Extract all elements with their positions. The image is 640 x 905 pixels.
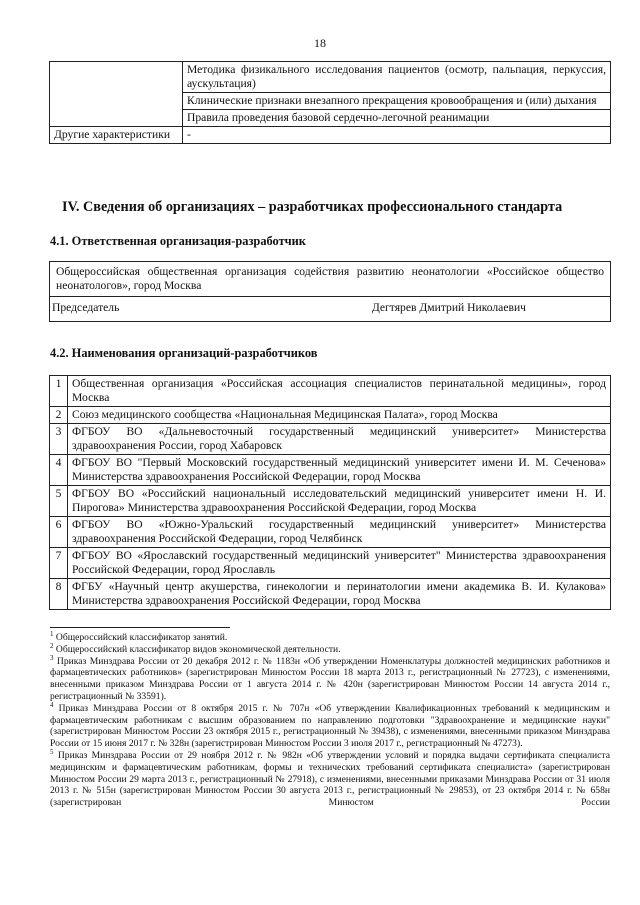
other-characteristics-value: - — [183, 127, 611, 144]
table-row — [50, 127, 611, 144]
knowledge-item: Методика физикального исследования пациентов (осмотр, пальпация, перкуссия, аускультация) — [183, 62, 611, 93]
table-row — [50, 548, 611, 579]
footnote-text: Приказ Минздрава России от 29 ноября 2012 г. № 982н «Об утверждении условий и порядка выдачи сертификата специалиста медицинским и фармацевтическим работникам, формы и технических требований сертификата специалиста» (зарегистрирован Минюстом России 29 марта 2013 г., регистрационный № 27918), с изменениями, внесенными приказами Минздрава России от 31 июля 2013 г. № 515н (зарегистрирован Минюстом России 30 августа 2013 г., регистрационный № 29853), от 23 октября 2014 г. № 658н (зарегистрирован Минюстом России — [50, 749, 611, 809]
page-number: 18 — [314, 36, 326, 50]
row-number: 4 — [50, 455, 68, 486]
organization-name: ФГБОУ ВО «Дальневосточный государственный медицинский университет» Министерства здравоохранения России, город Хабаровск — [68, 424, 611, 455]
table-row — [50, 486, 611, 517]
footnote-text: Приказ Минздрава России от 8 октября 2015 г. № 707н «Об утверждении Квалификационных требований к медицинским и фармацевтическим работникам с высшим образованием по направлению подготовки "Здравоохранение и медицинские науки" (зарегистрирован Минюстом России 23 октября 2015 г., регистрационный № 39438), с изменениями, внесенными приказом Минздрава России от 15 июня 2017 г. № 328н (зарегистрирован Минюстом России 3 июля 2017 г., регистрационный № 47273). — [50, 702, 610, 750]
row-number: 8 — [50, 579, 68, 610]
organization-name: ФГБОУ ВО «Российский национальный исследовательский медицинский университет имени Н. И. Пирогова» Министерства здравоохранения Российской Федерации, город Москва — [68, 486, 611, 517]
row-number: 3 — [50, 424, 68, 455]
responsible-org-name: Общероссийская общественная организация содействия развитию неонатологии «Российское общество неонатологов», город Москва — [50, 262, 611, 297]
organization-name: ФГБУ «Научный центр акушерства, гинекологии и перинатологии имени академика В. И. Кулакова» Министерства здравоохранения Российской Федерации, город Москва — [68, 579, 611, 610]
footnote-mark: 5 — [50, 747, 54, 756]
organization-name: ФГБОУ ВО «Ярославский государственный медицинский университет" Министерства здравоохранения Российской Федерации, город Ярославль — [68, 548, 611, 579]
section-heading: IV. Сведения об организациях – разработчиках профессионального стандарта — [62, 199, 563, 215]
footnote-mark: 4 — [50, 700, 54, 709]
table-row — [50, 517, 611, 548]
table-row — [50, 579, 611, 610]
organization-name: Общественная организация «Российская ассоциация специалистов перинатальной медицины», город Москва — [68, 376, 611, 407]
developer-orgs-heading: 4.2. Наименования организаций-разработчиков — [50, 346, 318, 360]
footnote-mark: 2 — [50, 641, 54, 650]
responsible-org-heading: 4.1. Ответственная организация-разработчик — [50, 234, 306, 248]
footnote-text: Приказ Минздрава России от 20 декабря 2012 г. № 1183н «Об утверждении Номенклатуры должностей медицинских работников и фармацевтических работников» (зарегистрирован Минюстом России 18 марта 2013 г., регистрационный № 27723), с изменениями, внесенными приказом Минздрава России от 1 августа 2014 г. № 420н (зарегистрирован Минюстом России 14 августа 2014 г., регистрационный № 33591). — [50, 655, 610, 702]
organization-name: ФГБОУ ВО "Первый Московский государственный медицинский университет имени И. М. Сеченова» Министерства здравоохранения Российской Федерации, город Москва — [68, 455, 611, 486]
footnote — [50, 700, 610, 750]
table-row — [50, 262, 611, 297]
row-number: 7 — [50, 548, 68, 579]
developer-orgs-table — [49, 375, 611, 610]
chair-cell — [50, 297, 611, 322]
footnotes — [50, 629, 611, 809]
chair-position: Председатель — [52, 301, 120, 314]
footnote-text: Общероссийский классификатор занятий. — [55, 632, 228, 643]
footnote-text: Общероссийский классификатор видов экономической деятельности. — [55, 643, 341, 655]
row-number: 5 — [50, 486, 68, 517]
row-number: 6 — [50, 517, 68, 548]
row-number: 1 — [50, 376, 68, 407]
row-label-cell — [50, 62, 183, 127]
table-row — [50, 376, 611, 407]
table-row — [50, 424, 611, 455]
knowledge-item: Правила проведения базовой сердечно-легочной реанимации — [183, 110, 611, 127]
organization-name: ФГБОУ ВО «Южно-Уральский государственный медицинский университет» Министерства здравоохранения Российской Федерации, город Челябинск — [68, 517, 611, 548]
table-row — [50, 62, 611, 93]
table-row — [50, 455, 611, 486]
knowledge-table — [49, 61, 611, 144]
responsible-org-table — [49, 261, 611, 322]
table-row — [50, 297, 611, 322]
knowledge-item: Клинические признаки внезапного прекращения кровообращения и (или) дыхания — [183, 93, 611, 110]
footnote — [50, 747, 611, 809]
row-number: 2 — [50, 407, 68, 424]
footnote-mark: 3 — [50, 653, 54, 662]
footnote — [50, 641, 610, 656]
footnote-divider — [50, 627, 230, 628]
table-row — [50, 407, 611, 424]
footnote — [50, 653, 610, 703]
chair-person: Дегтярев Дмитрий Николаевич — [371, 301, 526, 314]
footnote-mark: 1 — [50, 629, 54, 638]
other-characteristics-label: Другие характеристики — [50, 127, 183, 144]
chair-row — [50, 297, 610, 321]
footnote — [50, 629, 610, 644]
organization-name: Союз медицинского сообщества «Национальная Медицинская Палата», город Москва — [68, 407, 611, 424]
